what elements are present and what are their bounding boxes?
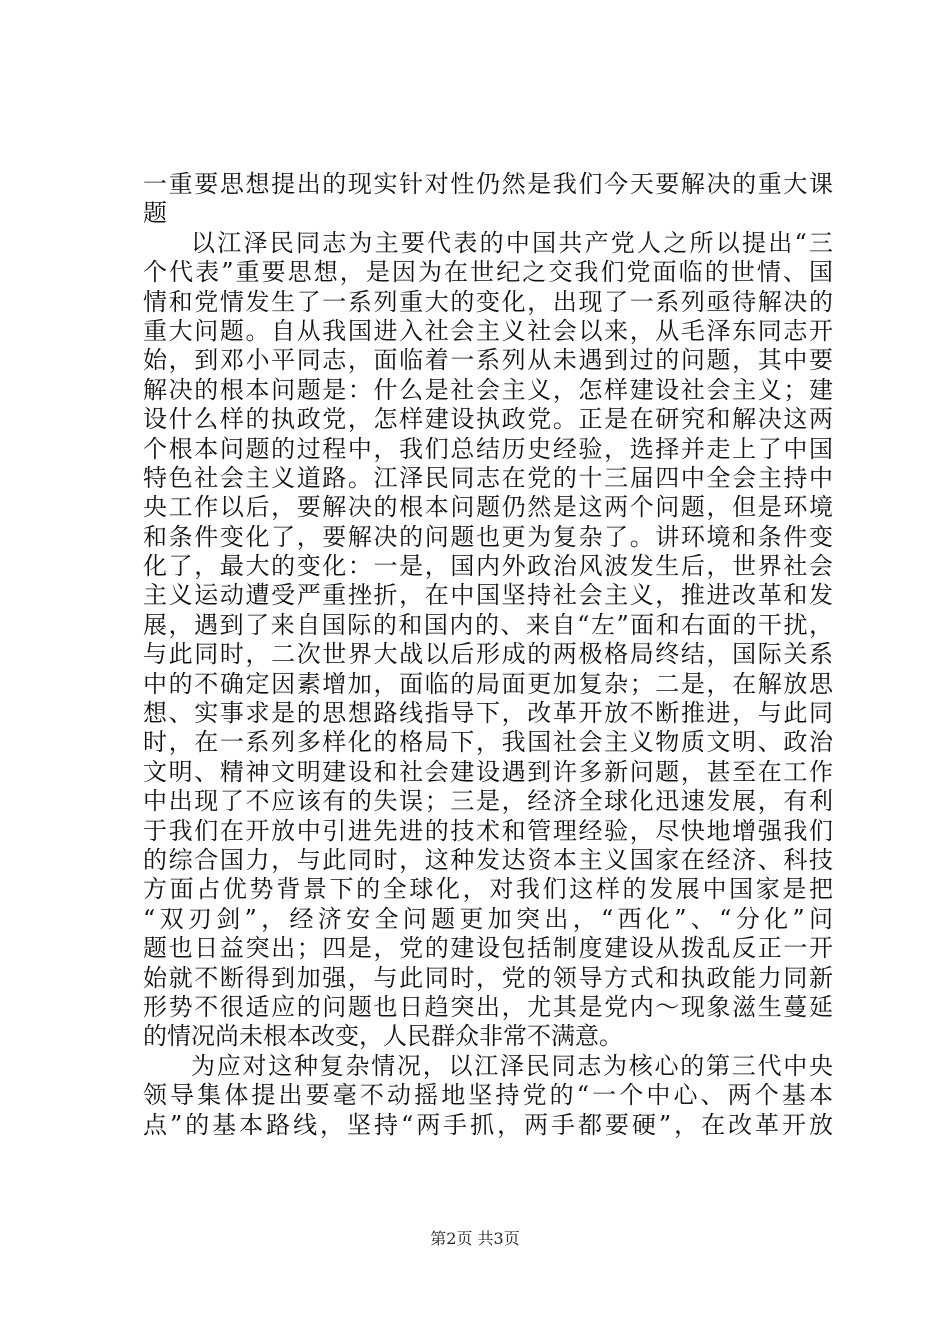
text-line: 解决的根本问题是：什么是社会主义，怎样建设社会主义；建 xyxy=(143,375,833,404)
text-line: 形势不很适应的问题也日趋突出，尤其是党内～现象滋生蔓延 xyxy=(143,992,833,1021)
text-line: 特色社会主义道路。江泽民同志在党的十三届四中全会主持中 xyxy=(143,463,833,492)
text-line: 于我们在开放中引进先进的技术和管理经验，尽快地增强我们 xyxy=(143,816,833,845)
text-line: 央工作以后，要解决的根本问题仍然是这两个问题，但是环境 xyxy=(143,493,833,522)
text-line: 情和党情发生了一系列重大的变化，出现了一系列亟待解决的 xyxy=(143,287,833,316)
text-line: 的综合国力，与此同时，这种发达资本主义国家在经济、科技 xyxy=(143,845,833,874)
text-line: 展，遇到了来自国际的和国内的、来自“左”面和右面的干扰， xyxy=(143,610,833,639)
text-line: 点”的基本路线，坚持“两手抓，两手都要硬”，在改革开放 xyxy=(143,1110,833,1139)
text-line: 文明、精神文明建设和社会建设遇到许多新问题，甚至在工作 xyxy=(143,757,833,786)
text-line: 个代表”重要思想，是因为在世纪之交我们党面临的世情、国 xyxy=(143,258,833,287)
page-number-footer: 第2页 共3页 xyxy=(430,1229,520,1248)
heading-line: 一重要思想提出的现实针对性仍然是我们今天要解决的重大课 xyxy=(143,170,833,198)
text-line: 个根本问题的过程中，我们总结历史经验，选择并走上了中国 xyxy=(143,434,833,463)
text-line: 方面占优势背景下的全球化，对我们这样的发展中国家是把 xyxy=(143,875,833,904)
text-line: 以江泽民同志为主要代表的中国共产党人之所以提出“三 xyxy=(191,228,833,257)
heading-line: 题 xyxy=(143,199,167,228)
section-heading xyxy=(143,170,833,229)
text-line: 领导集体提出要毫不动摇地坚持党的“一个中心、两个基本 xyxy=(143,1081,833,1110)
text-line: 重大问题。自从我国进入社会主义社会以来，从毛泽东同志开 xyxy=(143,316,833,345)
text-line: “双刃剑”，经济安全问题更加突出，“西化”、“分化”问 xyxy=(143,904,833,933)
document-body xyxy=(143,170,833,1140)
text-line: 为应对这种复杂情况，以江泽民同志为核心的第三代中央 xyxy=(191,1051,833,1080)
text-line: 化了，最大的变化：一是，国内外政治风波发生后，世界社会 xyxy=(143,552,833,581)
text-line: 和条件变化了，要解决的问题也更为复杂了。讲环境和条件变 xyxy=(143,522,833,551)
text-line: 始就不断得到加强，与此同时，党的领导方式和执政能力同新 xyxy=(143,963,833,992)
text-line: 的情况尚未根本改变，人民群众非常不满意。 xyxy=(143,1022,623,1051)
paragraph xyxy=(143,229,833,1052)
text-line: 想、实事求是的思想路线指导下，改革开放不断推进，与此同 xyxy=(143,699,833,728)
text-line: 中出现了不应该有的失误；三是，经济全球化迅速发展，有利 xyxy=(143,787,833,816)
text-line: 题也日益突出；四是，党的建设包括制度建设从拨乱反正一开 xyxy=(143,934,833,963)
text-line: 与此同时，二次世界大战以后形成的两极格局终结，国际关系 xyxy=(143,640,833,669)
text-line: 始，到邓小平同志，面临着一系列从未遇到过的问题，其中要 xyxy=(143,346,833,375)
text-line: 时，在一系列多样化的格局下，我国社会主义物质文明、政治 xyxy=(143,728,833,757)
text-line: 中的不确定因素增加，面临的局面更加复杂；二是，在解放思 xyxy=(143,669,833,698)
paragraph xyxy=(143,1052,833,1140)
text-line: 主义运动遭受严重挫折，在中国坚持社会主义，推进改革和发 xyxy=(143,581,833,610)
text-line: 设什么样的执政党，怎样建设执政党。正是在研究和解决这两 xyxy=(143,405,833,434)
